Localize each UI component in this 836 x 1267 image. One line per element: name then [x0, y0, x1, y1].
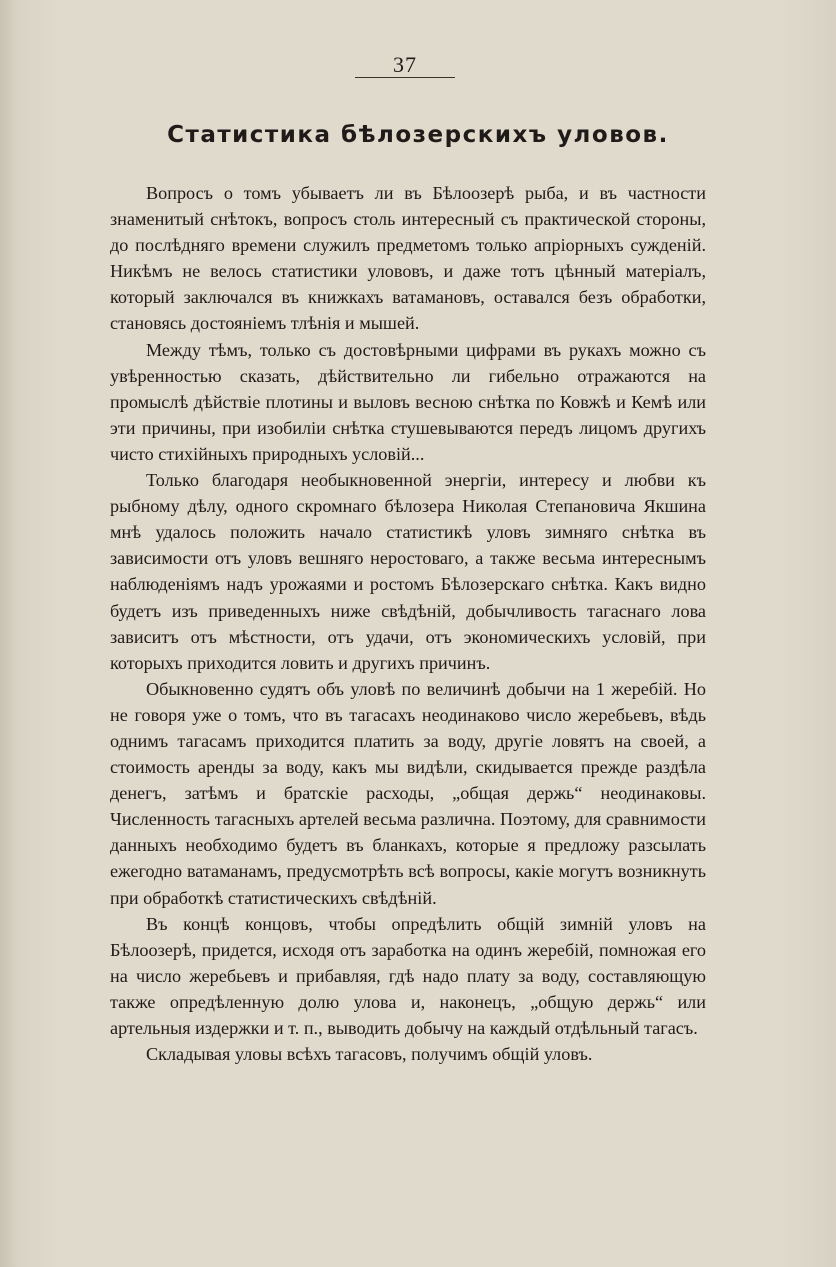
paragraph: Между тѣмъ, только съ достовѣрными цифрами въ рукахъ можно съ увѣренностью сказать, дѣйствительно ли гибельно отражаются на промыслѣ дѣйствіе плотины и выловъ весною снѣтка по Ковжѣ и Кемѣ или эти причины, при изобиліи снѣтка стушевываются передъ лицомъ другихъ чисто стихійныхъ природныхъ условій...	[110, 339, 706, 464]
page-title: Статистика бѣлозерскихъ уловов.	[167, 122, 669, 148]
page-header	[355, 52, 455, 78]
paragraph: Обыкновенно судятъ объ уловѣ по величинѣ добычи на 1 жеребій. Но не говоря уже о томъ, что въ тагасахъ неодинаково число жеребьевъ, вѣдь однимъ тагасамъ приходится платить за воду, другіе ловятъ на своей, а стоимость аренды за воду, какъ мы видѣли, скидывается прежде раздѣла денегъ, затѣмъ и братскіе расходы, „общая держь“ неодинаковы. Численность тагасныхъ артелей весьма различна. Поэтому, для сравнимости данныхъ необходимо будетъ въ бланкахъ, которые я предложу разсылать ежегодно ватаманамъ, предусмотрѣть всѣ вопросы, какіе могутъ возникнуть при обработкѣ статистическихъ свѣдѣній.	[110, 678, 706, 908]
paragraph: Вопросъ о томъ убываетъ ли въ Бѣлоозерѣ рыба, и въ частности знаменитый снѣтокъ, вопросъ столь интересный съ практической стороны, до послѣдняго времени служилъ предметомъ только апріорныхъ сужденій. Никѣмъ не велось статистики улововъ, и даже тотъ цѣнный матеріалъ, который заключался въ книжкахъ ватамановъ, оставался безъ обработки, становясь достояніемъ тлѣнія и мышей.	[110, 183, 706, 334]
article-body	[110, 180, 706, 1067]
page-number: 37	[393, 52, 417, 77]
header-rule	[355, 77, 455, 78]
paragraph: Складывая уловы всѣхъ тагасовъ, получимъ общій уловъ.	[146, 1044, 593, 1065]
paragraph: Въ концѣ концовъ, чтобы опредѣлить общій зимній уловъ на Бѣлоозерѣ, придется, исходя отъ заработка на одинъ жеребій, помножая его на число жеребьевъ и прибавляя, гдѣ надо плату за воду, составляющую также опредѣленную долю улова и, наконецъ, „общую держь“ или артельныя издержки и т. п., выводить добычу на каждый отдѣльный тагасъ.	[110, 913, 706, 1038]
paragraph: Только благодаря необыкновенной энергіи, интересу и любви къ рыбному дѣлу, одного скромнаго бѣлозера Николая Степановича Якшина мнѣ удалось положить начало статистикѣ уловъ зимняго снѣтка въ зависимости отъ уловъ вешняго неростоваго, а также весьма интереснымъ наблюденіямъ надъ урожаями и ростомъ Бѣлозерскаго снѣтка. Какъ видно будетъ изъ приведенныхъ ниже свѣдѣній, добычливость тагаснаго лова зависитъ отъ мѣстности, отъ удачи, отъ экономическихъ условій, при которыхъ приходится ловить и другихъ причинъ.	[110, 470, 706, 673]
